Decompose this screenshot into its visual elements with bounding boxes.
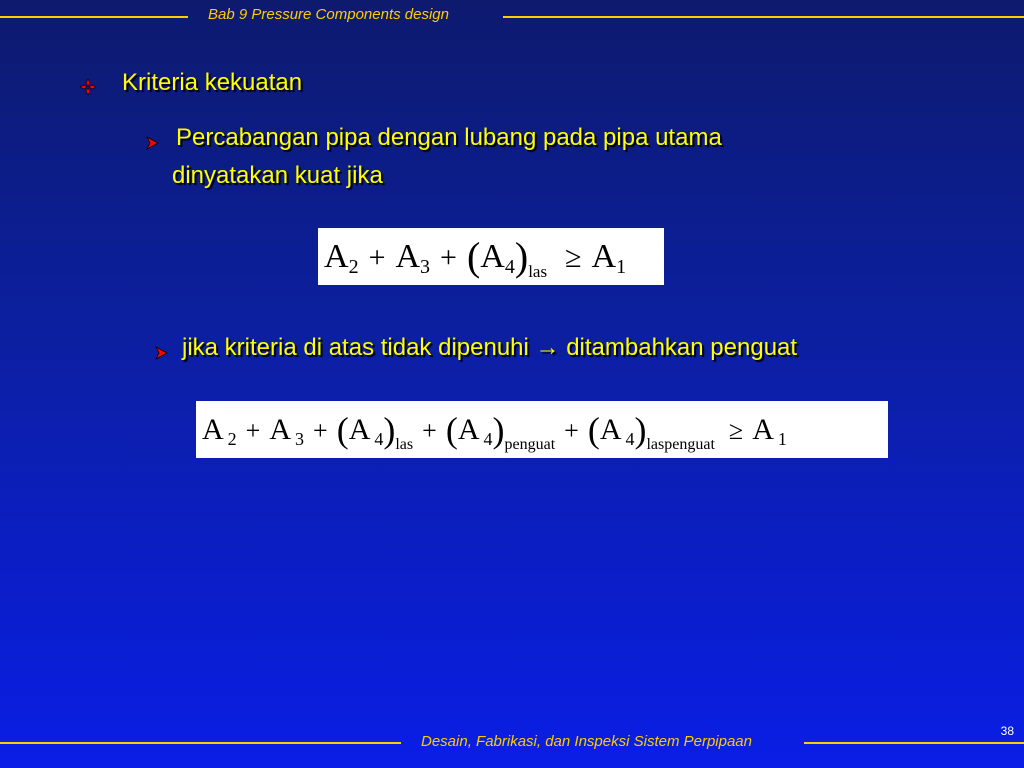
header-line-right	[503, 16, 1024, 18]
term-a: A	[324, 238, 349, 275]
subscript: 1	[777, 429, 787, 449]
header-title: Bab 9 Pressure Components design	[208, 6, 449, 23]
plus-sign: +	[564, 416, 579, 445]
right-arrow-icon: →	[535, 334, 560, 361]
subscript: 4	[374, 429, 384, 449]
term-a: A	[457, 413, 480, 446]
right-paren: )	[383, 410, 396, 450]
term-a: A	[480, 238, 505, 275]
left-paren: (	[445, 410, 458, 450]
diamond-bullet-icon	[80, 79, 96, 95]
term-a: A	[269, 413, 292, 446]
point1-line2: dinyatakan kuat jika	[172, 162, 383, 189]
point1-line1: Percabangan pipa dengan lubang pada pipa utama	[176, 124, 722, 151]
formula-strength-reinforced	[196, 401, 888, 458]
plus-sign: +	[422, 416, 437, 445]
subscript-text: laspenguat	[646, 436, 715, 453]
subscript-text: las	[395, 436, 414, 453]
right-paren: )	[514, 234, 529, 279]
right-paren: )	[492, 410, 505, 450]
subscript: 2	[348, 256, 359, 278]
term-a: A	[599, 413, 622, 446]
point2-after: ditambahkan penguat	[566, 334, 798, 361]
subscript: 4	[625, 429, 635, 449]
footer-line-left	[0, 742, 401, 744]
left-paren: (	[466, 234, 481, 279]
footer-title: Desain, Fabrikasi, dan Inspeksi Sistem Perpipaan	[421, 733, 752, 750]
plus-sign: +	[368, 241, 386, 274]
point2-text	[182, 334, 797, 362]
arrow-bullet-icon	[154, 346, 168, 360]
arrow-bullet-icon	[145, 136, 159, 150]
subscript: 1	[616, 256, 627, 278]
left-paren: (	[336, 410, 349, 450]
subscript: 3	[295, 429, 305, 449]
geq-sign: ≥	[728, 416, 744, 445]
term-a: A	[202, 413, 224, 446]
subscript: 4	[483, 429, 493, 449]
left-paren: (	[587, 410, 600, 450]
term-a: A	[591, 238, 617, 275]
plus-sign: +	[440, 241, 457, 274]
plus-sign: +	[313, 416, 328, 445]
right-paren: )	[634, 410, 647, 450]
subscript: 3	[420, 256, 431, 278]
formula-strength-basic	[318, 228, 664, 285]
geq-sign: ≥	[565, 241, 582, 274]
term-a: A	[752, 413, 774, 446]
term-a: A	[395, 238, 421, 275]
plus-sign: +	[245, 416, 261, 445]
header-line-left	[0, 16, 188, 18]
footer-line-right	[804, 742, 1024, 744]
subscript: 4	[504, 256, 515, 278]
subscript: 2	[227, 429, 237, 449]
subscript-text: las	[528, 262, 548, 281]
subscript-text: penguat	[504, 436, 556, 453]
page-number: 38	[1000, 724, 1014, 738]
point2-before: jika kriteria di atas tidak dipenuhi	[182, 334, 529, 361]
term-a: A	[348, 413, 371, 446]
heading-text: Kriteria kekuatan	[122, 69, 303, 96]
